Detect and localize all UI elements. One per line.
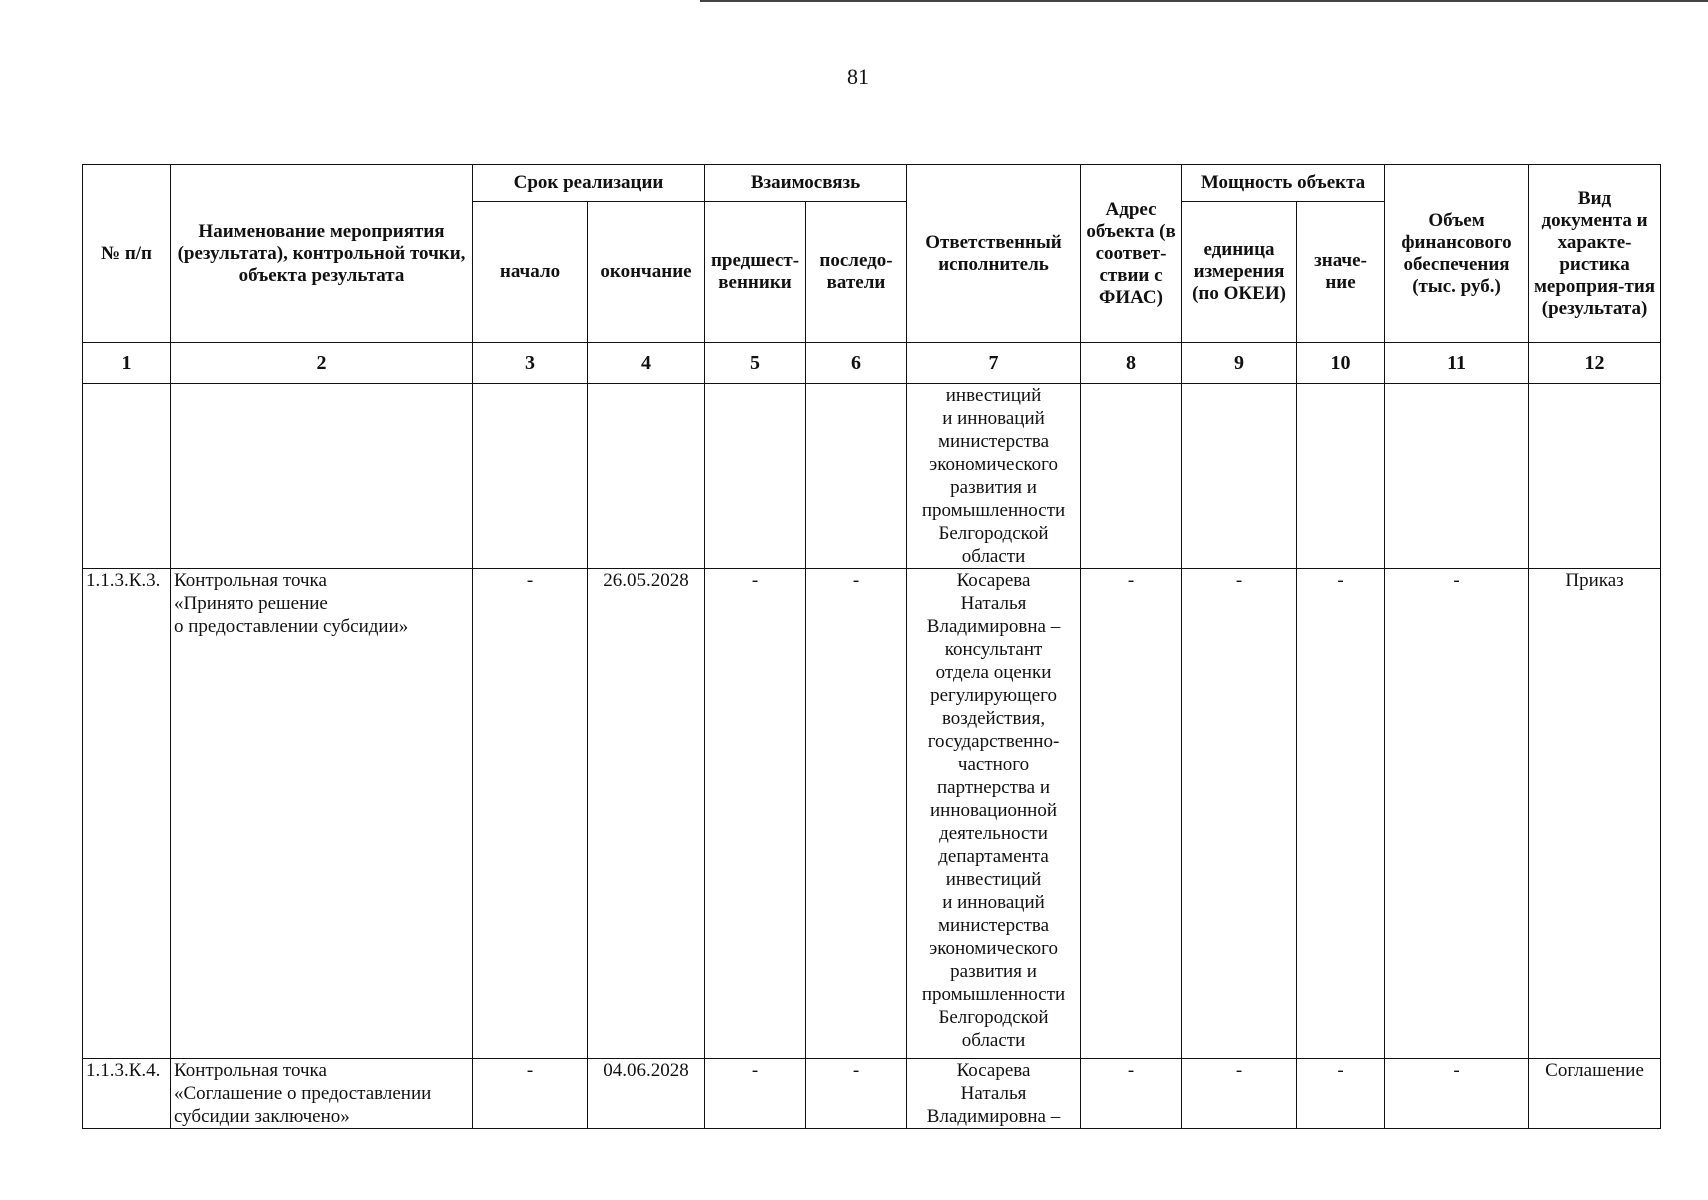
col-number: 4	[588, 343, 705, 384]
col-number: 12	[1529, 343, 1661, 384]
cell-start: -	[473, 1059, 588, 1129]
col-number: 1	[83, 343, 171, 384]
col-number: 5	[705, 343, 806, 384]
cell-responsible	[907, 384, 1081, 569]
col-number: 8	[1081, 343, 1182, 384]
header-name: Наименование мероприятия (результата), контрольной точки, объекта результата	[171, 165, 473, 343]
cell-doc-type: Приказ	[1529, 569, 1661, 1059]
header-group-term: Срок реализации	[473, 165, 705, 202]
cell-unit: -	[1182, 1059, 1297, 1129]
cell-predecessors: -	[705, 1059, 806, 1129]
cell-end: 26.05.2028	[588, 569, 705, 1059]
cell-successors	[806, 384, 907, 569]
top-rule	[700, 0, 1708, 2]
header-address: Адрес объекта (в соответ-ствии с ФИАС)	[1081, 165, 1182, 343]
responsible-text: Косарева Наталья Владимировна – консультант отдела оценки регулирующего воздействия, государственно- частного партнерства и инновационной деятельности департамента инвестиций и инноваций министерства экономического развития и промышленности Белгородской области	[921, 570, 1066, 1051]
cell-unit: -	[1182, 569, 1297, 1059]
header-value: значе- ние	[1297, 202, 1385, 343]
header-num: № п/п	[83, 165, 171, 343]
header-end: окончание	[588, 202, 705, 343]
cell-address	[1081, 384, 1182, 569]
cell-num: 1.1.3.К.4.	[83, 1059, 171, 1129]
responsible-text: Косарева Наталья Владимировна –	[926, 1060, 1061, 1127]
cell-name	[171, 384, 473, 569]
cell-predecessors	[705, 384, 806, 569]
cell-name: Контрольная точка «Соглашение о предоставлении субсидии заключено»	[171, 1059, 473, 1129]
header-start: начало	[473, 202, 588, 343]
col-number: 11	[1385, 343, 1529, 384]
cell-num: 1.1.3.К.3.	[83, 569, 171, 1059]
cell-successors: -	[806, 1059, 907, 1129]
col-number: 3	[473, 343, 588, 384]
col-number: 2	[171, 343, 473, 384]
cell-address: -	[1081, 1059, 1182, 1129]
table-row	[83, 569, 1661, 1059]
cell-finance	[1385, 384, 1529, 569]
header-unit: единица измерения (по ОКЕИ)	[1182, 202, 1297, 343]
table-row	[83, 384, 1661, 569]
cell-successors: -	[806, 569, 907, 1059]
cell-responsible	[907, 1059, 1081, 1129]
header-responsible: Ответственный исполнитель	[907, 165, 1081, 343]
cell-start: -	[473, 569, 588, 1059]
cell-num	[83, 384, 171, 569]
header-predecessors: предшест- венники	[705, 202, 806, 343]
cell-value: -	[1297, 1059, 1385, 1129]
page-number: 81	[847, 64, 869, 89]
header-group-relation: Взаимосвязь	[705, 165, 907, 202]
cell-value	[1297, 384, 1385, 569]
cell-responsible	[907, 569, 1081, 1059]
cell-value: -	[1297, 569, 1385, 1059]
table-row	[83, 1059, 1661, 1129]
col-number: 7	[907, 343, 1081, 384]
header-finance: Объем финансового обеспечения (тыс. руб.)	[1385, 165, 1529, 343]
measures-table	[82, 164, 1661, 1129]
responsible-text: инвестиций и инноваций министерства экономического развития и промышленности Белгородской области	[921, 385, 1066, 567]
col-number: 10	[1297, 343, 1385, 384]
cell-predecessors: -	[705, 569, 806, 1059]
cell-name: Контрольная точка «Принято решение о предоставлении субсидии»	[171, 569, 473, 1059]
cell-start	[473, 384, 588, 569]
header-doc-type: Вид документа и характе-ристика мероприя-тия (результата)	[1529, 165, 1661, 343]
header-successors: последо- ватели	[806, 202, 907, 343]
cell-finance: -	[1385, 569, 1529, 1059]
header-group-capacity: Мощность объекта	[1182, 165, 1385, 202]
col-number: 9	[1182, 343, 1297, 384]
cell-doc-type	[1529, 384, 1661, 569]
cell-finance: -	[1385, 1059, 1529, 1129]
cell-unit	[1182, 384, 1297, 569]
cell-end: 04.06.2028	[588, 1059, 705, 1129]
cell-end	[588, 384, 705, 569]
col-number: 6	[806, 343, 907, 384]
cell-doc-type: Соглашение	[1529, 1059, 1661, 1129]
cell-address: -	[1081, 569, 1182, 1059]
